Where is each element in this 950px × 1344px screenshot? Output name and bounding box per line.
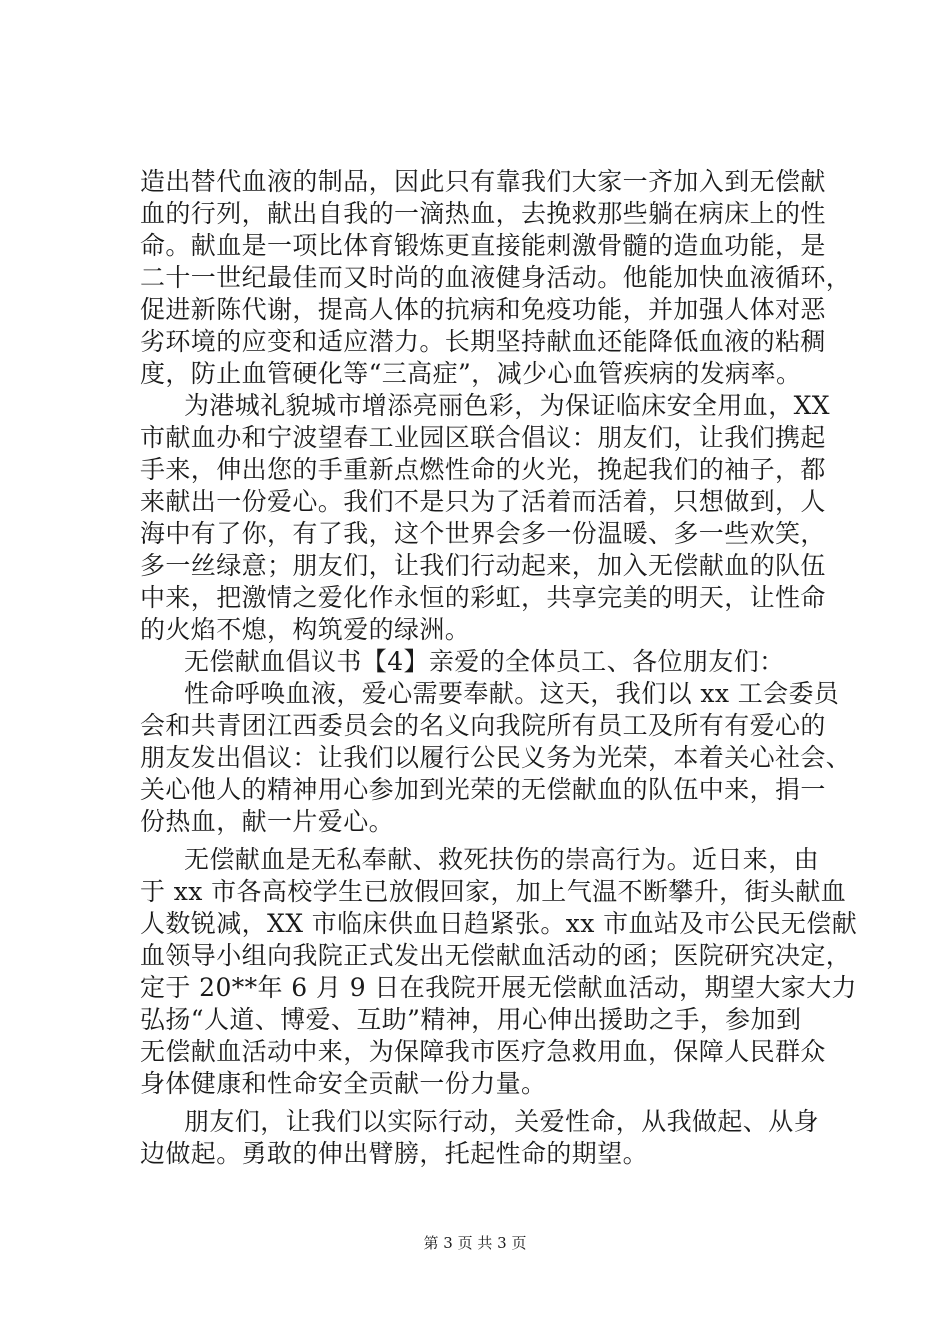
text-line: 来献出一份爱心。我们不是只为了活着而活着，只想做到，人	[140, 487, 826, 516]
text-line: 关心他人的精神用心参加到光荣的无偿献血的队伍中来，捐一	[140, 775, 826, 804]
page-footer	[0, 1232, 950, 1253]
text-line: 朋友发出倡议：让我们以履行公民义务为光荣，本着关心社会、	[140, 743, 852, 772]
text-line: 中来，把激情之爱化作永恒的彩虹，共享完美的明天，让性命	[140, 583, 826, 612]
text-line: 命。献血是一项比体育锻炼更直接能刺激骨髓的造血功能，是	[140, 231, 826, 260]
text-line: 弘扬“人道、博爱、互助”精神，用心伸出援助之手，参加到	[140, 1005, 802, 1034]
text-line: 市献血办和宁波望春工业园区联合倡议：朋友们，让我们携起	[140, 423, 826, 452]
text-line: 朋友们，让我们以实际行动，关爱性命，从我做起、从身	[184, 1107, 820, 1136]
text-line: 血领导小组向我院正式发出无偿献血活动的函；医院研究决定，	[140, 941, 852, 970]
text-line: 于 xx 市各高校学生已放假回家，加上气温不断攀升，街头献血	[140, 877, 847, 906]
text-line: 二十一世纪最佳而又时尚的血液健身活动。他能加快血液循环，	[140, 263, 852, 292]
text-line: 海中有了你，有了我，这个世界会多一份温暖、多一些欢笑，	[140, 519, 826, 548]
text-line: 血的行列，献出自我的一滴热血，去挽救那些躺在病床上的性	[140, 199, 826, 228]
text-line: 多一丝绿意；朋友们，让我们行动起来，加入无偿献血的队伍	[140, 551, 826, 580]
text-line: 度，防止血管硬化等“三高症”，减少心血管疾病的发病率。	[140, 359, 802, 388]
text-line: 份热血，献一片爱心。	[140, 807, 395, 836]
text-line: 身体健康和性命安全贡献一份力量。	[140, 1069, 547, 1098]
text-line: 无偿献血是无私奉献、救死扶伤的崇高行为。近日来，由	[184, 845, 820, 874]
text-line: 的火焰不熄，构筑爱的绿洲。	[140, 615, 471, 644]
text-line: 定于 20**年 6 月 9 日在我院开展无偿献血活动，期望大家大力	[140, 973, 857, 1002]
section-heading: 无偿献血倡议书【4】亲爱的全体员工、各位朋友们：	[184, 647, 785, 676]
text-line: 手来，伸出您的手重新点燃性命的火光，挽起我们的袖子，都	[140, 455, 826, 484]
text-line: 边做起。勇敢的伸出臂膀，托起性命的期望。	[140, 1139, 649, 1168]
text-line: 促进新陈代谢，提高人体的抗病和免疫功能，并加强人体对恶	[140, 295, 826, 324]
text-line: 性命呼唤血液，爱心需要奉献。这天，我们以 xx 工会委员	[184, 679, 840, 708]
text-line: 劣环境的应变和适应潜力。长期坚持献血还能降低血液的粘稠	[140, 327, 826, 356]
text-line: 人数锐减，XX 市临床供血日趋紧张。xx 市血站及市公民无偿献	[140, 909, 858, 938]
page-number-label: 第 3 页 共 3 页	[423, 1234, 527, 1252]
text-line: 造出替代血液的制品，因此只有靠我们大家一齐加入到无偿献	[140, 167, 826, 196]
text-line: 会和共青团江西委员会的名义向我院所有员工及所有有爱心的	[140, 711, 826, 740]
text-line: 为港城礼貌城市增添亮丽色彩，为保证临床安全用血，XX	[184, 391, 830, 420]
text-line: 无偿献血活动中来，为保障我市医疗急救用血，保障人民群众	[140, 1037, 826, 1066]
